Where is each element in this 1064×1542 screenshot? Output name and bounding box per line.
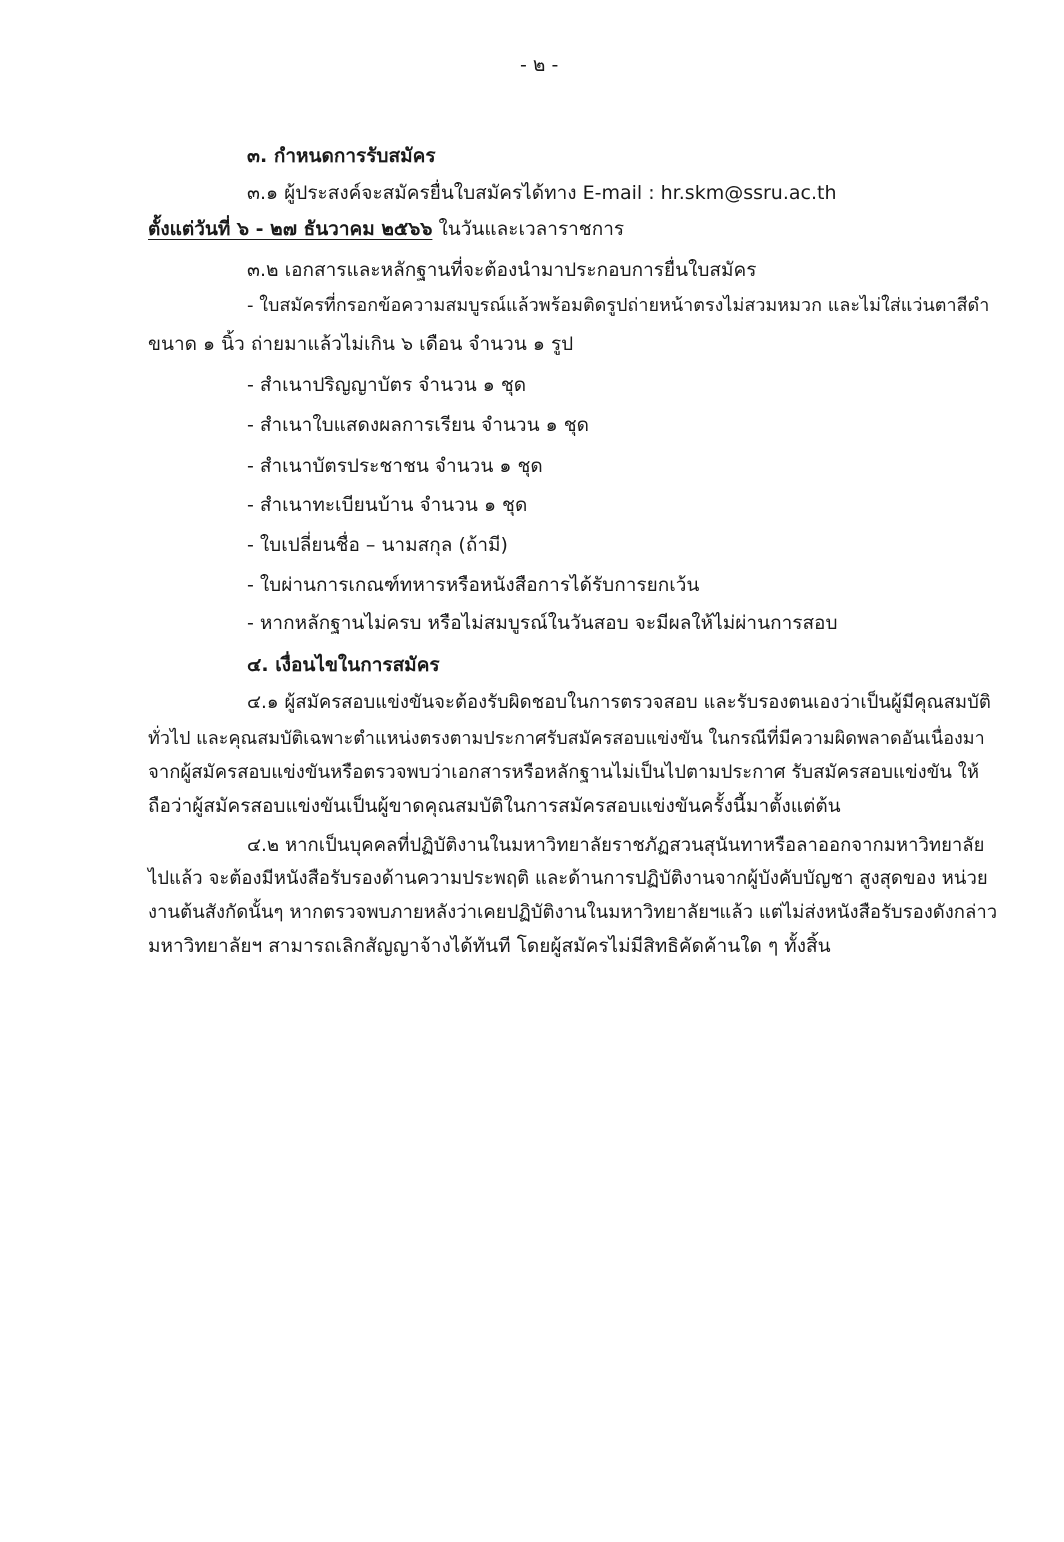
- item-4-2-line4: มหาวิทยาลัยฯ สามารถเลิกสัญญาจ้างได้ทันที โดยผู้สมัครไม่มีสิทธิคัดค้านใด ๆ ทั้งสิ้น: [148, 935, 831, 957]
- application-period: ตั้งแต่วันที่ ๖ - ๒๗ ธันวาคม ๒๕๖๖: [148, 218, 433, 240]
- office-hours-text: ในวันและเวลาราชการ: [432, 218, 625, 240]
- doc-photo-line2: ขนาด ๑ นิ้ว ถ่ายมาแล้วไม่เกิน ๖ เดือน จำนวน ๑ รูป: [148, 333, 574, 355]
- item-3-1-line1: ๓.๑ ผู้ประสงค์จะสมัครยื่นใบสมัครได้ทาง E-mail : hr.skm@ssru.ac.th: [247, 182, 837, 204]
- item-3-2-heading: ๓.๒ เอกสารและหลักฐานที่จะต้องนำมาประกอบการยื่นใบสมัคร: [247, 259, 757, 281]
- item-4-1-line4: ถือว่าผู้สมัครสอบแข่งขันเป็นผู้ขาดคุณสมบัติในการสมัครสอบแข่งขันครั้งนี้มาตั้งแต่ต้น: [148, 795, 841, 817]
- doc-name-change: - ใบเปลี่ยนชื่อ – นามสกุล (ถ้ามี): [247, 534, 508, 556]
- doc-degree: - สำเนาปริญญาบัตร จำนวน ๑ ชุด: [247, 374, 527, 396]
- item-4-1-line1: ๔.๑ ผู้สมัครสอบแข่งขันจะต้องรับผิดชอบในการตรวจสอบ และรับรองตนเองว่าเป็นผู้มีคุณสมบัติ: [247, 692, 991, 713]
- page-number: - ๒ -: [520, 54, 559, 76]
- section-4-heading: ๔. เงื่อนไขในการสมัคร: [247, 654, 440, 676]
- doc-id-card: - สำเนาบัตรประชาชน จำนวน ๑ ชุด: [247, 455, 543, 477]
- item-4-2-line1: ๔.๒ หากเป็นบุคคลที่ปฏิบัติงานในมหาวิทยาลัยราชภัฏสวนสุนันทาหรือลาออกจากมหาวิทยาลัย: [247, 835, 985, 856]
- doc-incomplete-warning: - หากหลักฐานไม่ครบ หรือไม่สมบูรณ์ในวันสอบ จะมีผลให้ไม่ผ่านการสอบ: [247, 612, 838, 634]
- doc-house-registration: - สำเนาทะเบียนบ้าน จำนวน ๑ ชุด: [247, 494, 528, 516]
- item-3-1-line2: [148, 216, 624, 242]
- item-4-1-line3: จากผู้สมัครสอบแข่งขันหรือตรวจพบว่าเอกสารหรือหลักฐานไม่เป็นไปตามประกาศ รับสมัครสอบแข่งขัน ให้: [148, 762, 980, 783]
- doc-military: - ใบผ่านการเกณฑ์ทหารหรือหนังสือการได้รับการยกเว้น: [247, 574, 700, 596]
- item-4-2-line3: งานต้นสังกัดนั้นๆ หากตรวจพบภายหลังว่าเคยปฏิบัติงานในมหาวิทยาลัยฯแล้ว แต่ไม่ส่งหนังสือรับรองดังกล่าว: [148, 902, 998, 923]
- item-4-1-line2: ทั่วไป และคุณสมบัติเฉพาะตำแหน่งตรงตามประกาศรับสมัครสอบแข่งขัน ในกรณีที่มีความผิดพลาดอันเนื่องมา: [148, 728, 985, 749]
- doc-transcript: - สำเนาใบแสดงผลการเรียน จำนวน ๑ ชุด: [247, 414, 589, 436]
- item-4-2-line2: ไปแล้ว จะต้องมีหนังสือรับรองด้านความประพฤติ และด้านการปฏิบัติงานจากผู้บังคับบัญชา สูงสุดของ หน่วย: [148, 868, 988, 889]
- section-3-heading: ๓. กำหนดการรับสมัคร: [247, 145, 436, 167]
- doc-photo-line1: - ใบสมัครที่กรอกข้อความสมบูรณ์แล้วพร้อมติดรูปถ่ายหน้าตรงไม่สวมหมวก และไม่ใส่แว่นตาสีดำ: [247, 295, 990, 316]
